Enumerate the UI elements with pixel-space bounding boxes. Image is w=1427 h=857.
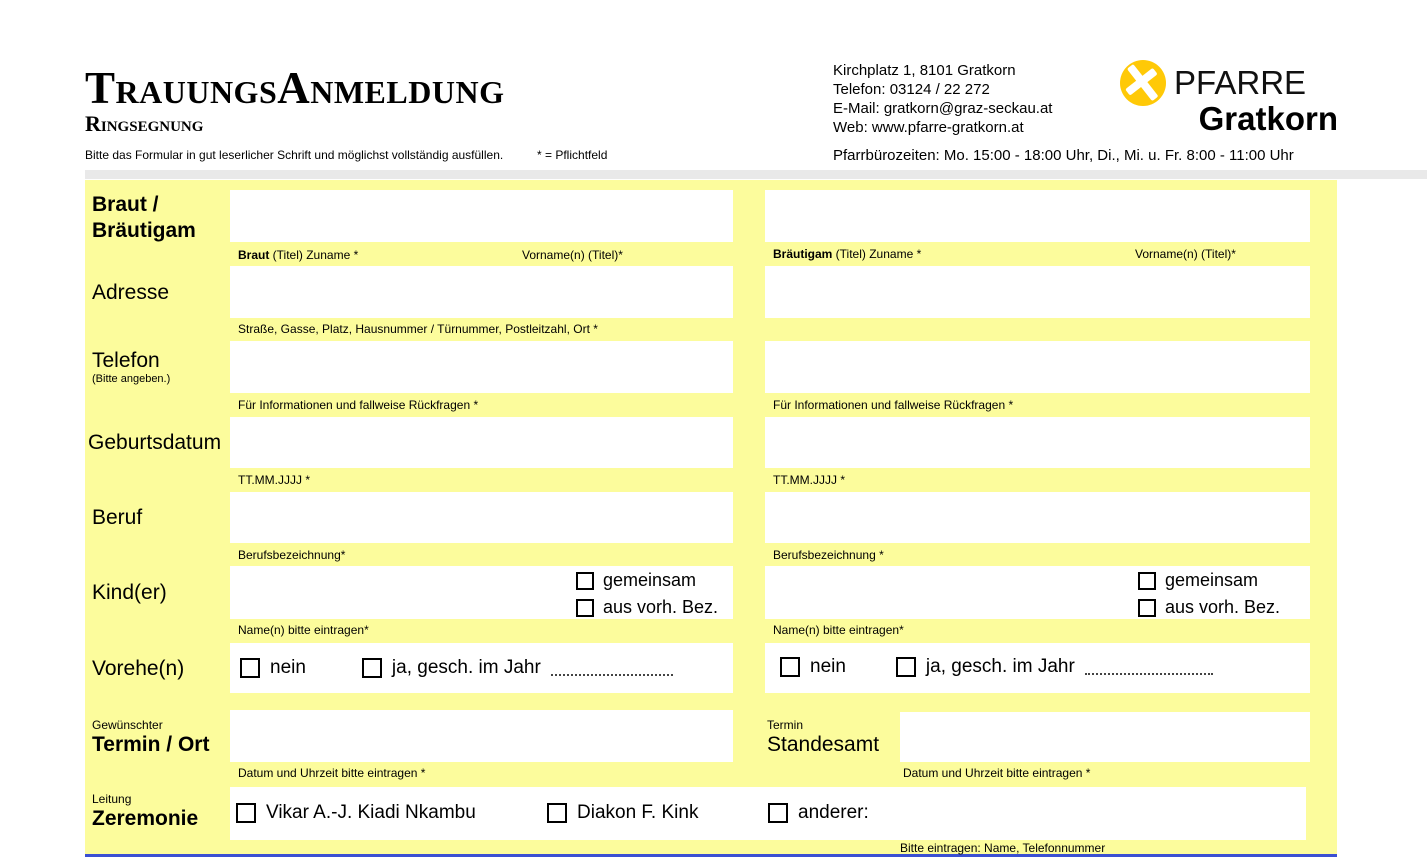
braeutigam-adresse-input[interactable] [765, 266, 1310, 318]
overlabel-leitung: Leitung [92, 792, 132, 806]
vikar-checkbox[interactable] [236, 803, 256, 823]
row-label-telefon: Telefon [92, 349, 160, 372]
diakon-checkbox[interactable] [547, 803, 567, 823]
braeutigam-name-input[interactable] [765, 190, 1310, 242]
braut-beruf-input[interactable] [230, 492, 733, 543]
braut-name-input[interactable] [230, 190, 733, 242]
caption-zeremonie: Bitte eintragen: Name, Telefonnummer [900, 841, 1106, 855]
braeutigam-geburtsdatum-input[interactable] [765, 417, 1310, 468]
braut-ja-checkbox[interactable] [362, 658, 382, 678]
caption-adresse: Straße, Gasse, Platz, Hausnummer / Türnummer, Postleitzahl, Ort * [238, 322, 598, 336]
row-label-standesamt: Standesamt [767, 733, 880, 756]
braut-gemeinsam-checkbox[interactable] [576, 572, 594, 590]
braeutigam-nein-checkbox[interactable] [780, 657, 800, 677]
braut-jahr-write-line[interactable] [551, 660, 673, 676]
header-form-divider [85, 170, 1427, 179]
caption-kinder-right: Name(n) bitte eintragen* [773, 623, 904, 637]
row-label-vorehen: Vorehe(n) [92, 657, 185, 680]
braut-telefon-input[interactable] [230, 341, 733, 393]
braut-vorh-bez-label: aus vorh. Bez. [603, 597, 719, 617]
anderer-label: anderer: [798, 802, 869, 823]
row-label-braut-braeutigam: Braut / Bräutigam [92, 193, 196, 242]
vikar-label: Vikar A.-J. Kiadi Nkambu [266, 802, 476, 823]
caption-beruf-left: Berufsbezeichnung* [238, 548, 346, 562]
braut-kinder-checkgroup [576, 570, 718, 618]
braut-adresse-input[interactable] [230, 266, 733, 318]
contact-web[interactable]: Web: www.pfarre-gratkorn.at [833, 119, 1024, 136]
braut-nein-checkbox[interactable] [240, 658, 260, 678]
braut-vorehen-checkgroup [240, 657, 673, 679]
row-label-geburtsdatum: Geburtsdatum [88, 431, 222, 454]
braut-nein-label: nein [270, 657, 306, 678]
anderer-checkbox[interactable] [768, 803, 788, 823]
braeutigam-nein-label: nein [810, 656, 846, 677]
caption-geburtsdatum-left: TT.MM.JJJJ * [238, 473, 310, 487]
logo-text-gratkorn: Gratkorn [1198, 100, 1338, 137]
contact-phone: Telefon: 03124 / 22 272 [833, 81, 990, 98]
caption-telefon-left: Für Informationen und fallweise Rückfragen * [238, 398, 479, 412]
braut-gemeinsam-label: gemeinsam [603, 570, 697, 590]
termin-ort-input[interactable] [230, 710, 733, 762]
row-label-termin-ort: Termin / Ort [92, 733, 210, 756]
zeremonie-diakon-group [547, 802, 698, 824]
caption-termin-ort: Datum und Uhrzeit bitte eintragen * [238, 766, 426, 780]
braeutigam-vorehen-checkgroup [780, 656, 1213, 678]
overlabel-termin: Termin [767, 718, 804, 732]
braeutigam-ja-checkbox[interactable] [896, 657, 916, 677]
standesamt-input[interactable] [900, 712, 1310, 762]
caption-braut-zuname: Braut (Titel) Zuname * [238, 248, 359, 262]
braeutigam-vorh-bez-checkbox[interactable] [1138, 599, 1156, 617]
braeutigam-beruf-input[interactable] [765, 492, 1310, 543]
braeutigam-telefon-input[interactable] [765, 341, 1310, 393]
braeutigam-gemeinsam-checkbox[interactable] [1138, 572, 1156, 590]
cross-in-circle-icon [1119, 59, 1167, 107]
braeutigam-ja-label: ja, gesch. im Jahr [925, 656, 1075, 677]
zeremonie-anderer-group [768, 802, 869, 824]
page-title: TrauungsAnmeldung [85, 63, 505, 113]
diakon-label: Diakon F. Kink [577, 802, 699, 823]
contact-block [833, 61, 1052, 137]
braeutigam-jahr-write-line[interactable] [1085, 659, 1213, 675]
caption-kinder-left: Name(n) bitte eintragen* [238, 623, 369, 637]
fill-instruction-note: Bitte das Formular in gut leserlicher Schrift und möglichst vollständig ausfüllen. [85, 148, 504, 162]
row-sublabel-telefon: (Bitte angeben.) [92, 373, 171, 385]
caption-braeutigam-zuname: Bräutigam (Titel) Zuname * [773, 247, 922, 261]
caption-braeutigam-vorname: Vorname(n) (Titel)* [1135, 247, 1236, 261]
braut-geburtsdatum-input[interactable] [230, 417, 733, 468]
zeremonie-vikar-group [236, 802, 476, 824]
contact-email[interactable]: E-Mail: gratkorn@graz-seckau.at [833, 100, 1053, 117]
caption-geburtsdatum-right: TT.MM.JJJJ * [773, 473, 845, 487]
contact-address: Kirchplatz 1, 8101 Gratkorn [833, 62, 1016, 79]
braeutigam-vorh-bez-label: aus vorh. Bez. [1165, 597, 1281, 617]
row-label-beruf: Beruf [92, 506, 143, 529]
braut-ja-label: ja, gesch. im Jahr [391, 657, 541, 678]
row-label-kinder: Kind(er) [92, 581, 167, 604]
row-label-adresse: Adresse [92, 281, 170, 304]
braut-vorh-bez-checkbox[interactable] [576, 599, 594, 617]
caption-standesamt: Datum und Uhrzeit bitte eintragen * [903, 766, 1091, 780]
required-field-hint: * = Pflichtfeld [537, 148, 608, 162]
page-subtitle: Ringsegnung [85, 111, 204, 136]
braeutigam-gemeinsam-label: gemeinsam [1165, 570, 1259, 590]
caption-beruf-right: Berufsbezeichnung * [773, 548, 884, 562]
caption-braut-vorname: Vorname(n) (Titel)* [522, 248, 623, 262]
logo-text-pfarre: PFARRE [1174, 64, 1307, 101]
office-hours: Pfarrbürozeiten: Mo. 15:00 - 18:00 Uhr, Di., Mi. u. Fr. 8:00 - 11:00 Uhr [833, 147, 1294, 164]
caption-telefon-right: Für Informationen und fallweise Rückfragen * [773, 398, 1014, 412]
braeutigam-kinder-checkgroup [1138, 570, 1280, 618]
overlabel-gewuenschter: Gewünschter [92, 718, 163, 732]
row-label-zeremonie: Zeremonie [92, 807, 199, 830]
